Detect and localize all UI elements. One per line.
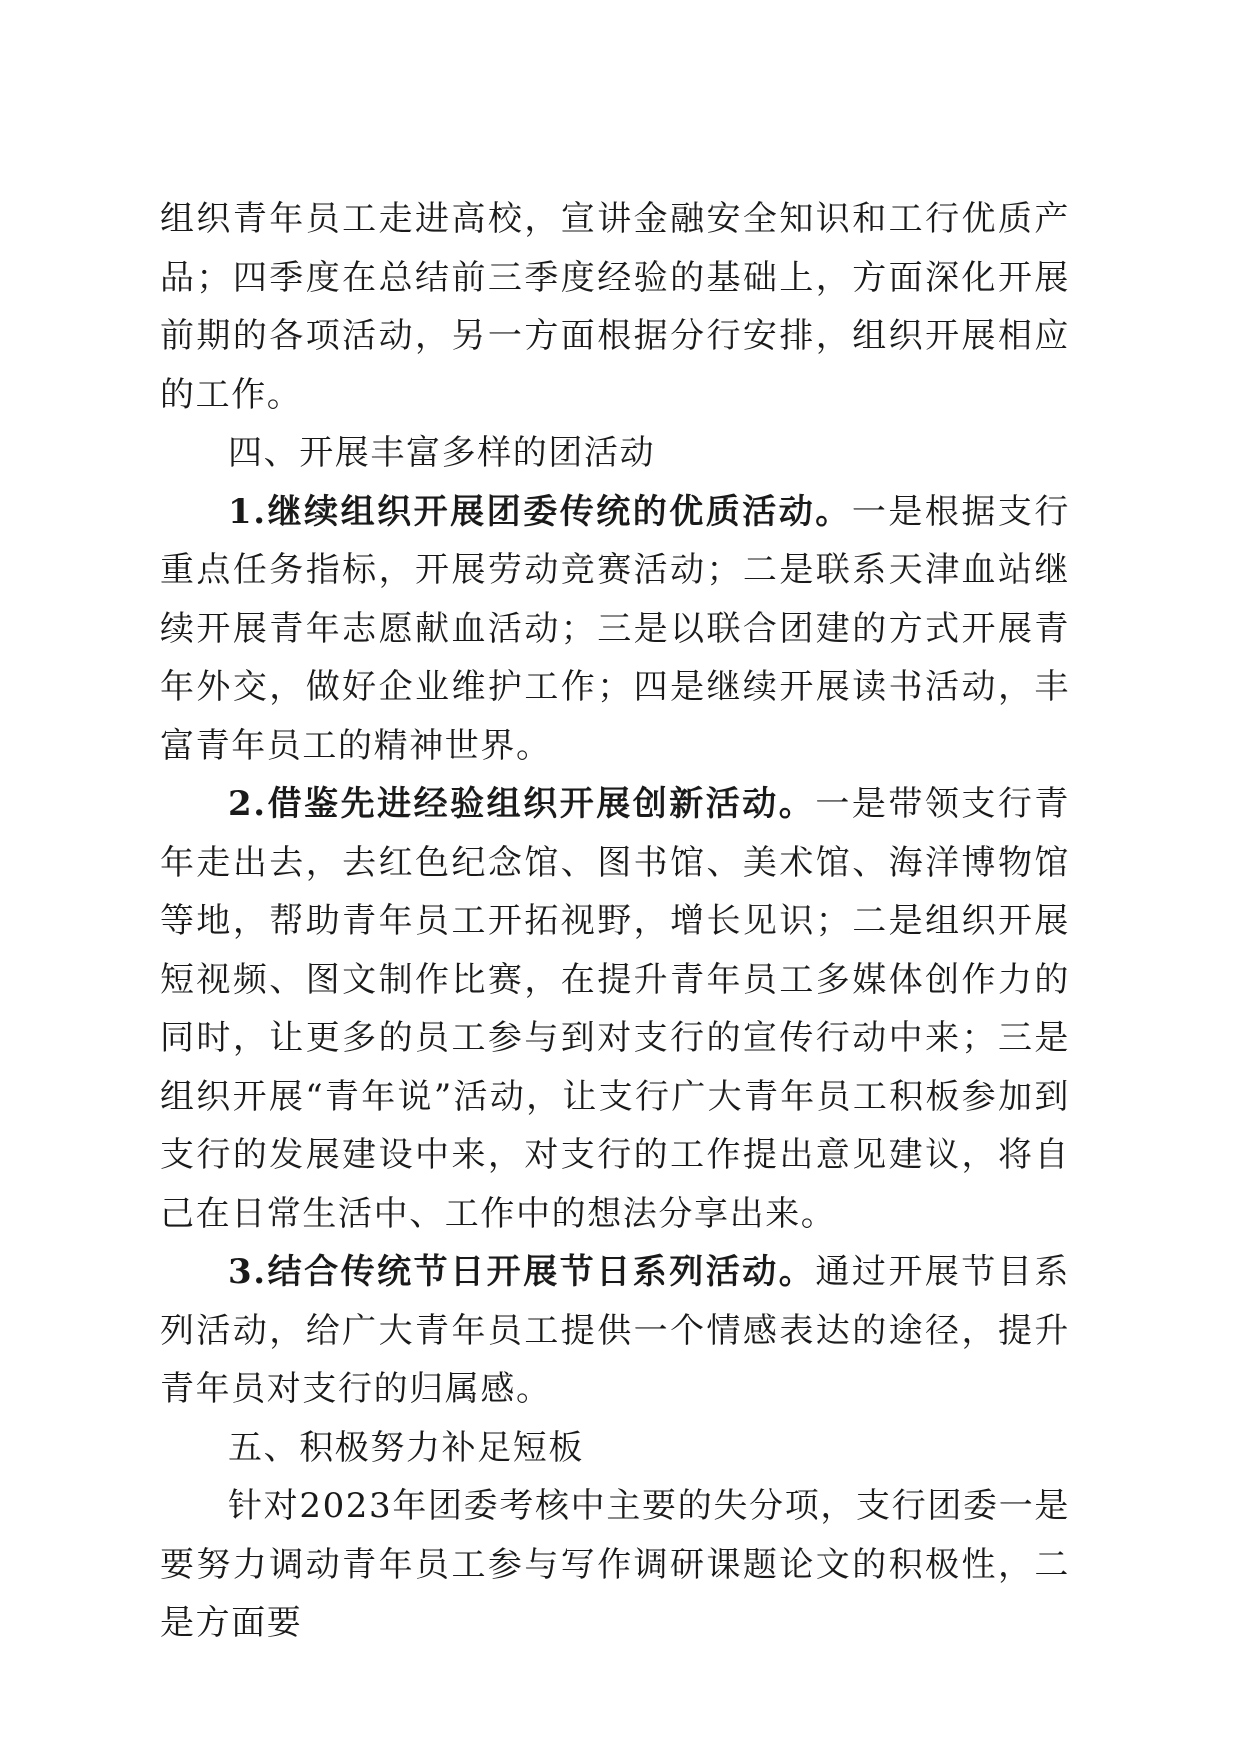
item-1-paragraph bbox=[160, 483, 1070, 776]
section-heading-4: 四、开展丰富多样的团活动 bbox=[228, 433, 656, 473]
item-1-lead: 1.继续组织开展团委传统的优质活动。 bbox=[228, 491, 852, 532]
item-3-paragraph bbox=[160, 1243, 1070, 1419]
item-3-lead: 3.结合传统节日开展节日系列活动。 bbox=[228, 1252, 816, 1292]
item-2-lead: 2.借鉴先进经验组织开展创新活动。 bbox=[228, 784, 816, 824]
item-1-body: 一是根据支行重点任务指标，开展劳动竞赛活动；二是联系天津血站继续开展青年志愿献血活动；三是以联合团建的方式开展青年外交，做好企业维护工作；四是继续开展读书活动，丰富青年员工的精神世界。 bbox=[160, 491, 1070, 766]
paragraph-last: 针对2023年团委考核中主要的失分项，支行团委一是要努力调动青年员工参与写作调研课题论文的积极性，二是方面要 bbox=[160, 1486, 1070, 1643]
item-2-body: 一是带领支行青年走出去，去红色纪念馆、图书馆、美术馆、海洋博物馆等地，帮助青年员工开拓视野，增长见识；二是组织开展短视频、图文制作比赛，在提升青年员工多媒体创作力的同时，让更多的员工参与到对支行的宣传行动中来；三是组织开展“青年说”活动，让支行广大青年员工积板参加到支行的发展建设中来，对支行的工作提出意见建议，将自己在日常生活中、工作中的想法分享出来。 bbox=[160, 784, 1070, 1234]
paragraph-continued: 组织青年员工走进高校，宣讲金融安全知识和工行优质产品；四季度在总结前三季度经验的基础上，方面深化开展前期的各项活动，另一方面根据分行安排，组织开展相应的工作。 bbox=[160, 199, 1070, 415]
item-3-body: 通过开展节目系列活动，给广大青年员工提供一个情感表达的途径，提升青年员对支行的归属感。 bbox=[160, 1252, 1070, 1409]
item-2-paragraph bbox=[160, 775, 1070, 1243]
section-heading-5: 五、积极努力补足短板 bbox=[228, 1427, 584, 1468]
document-page bbox=[160, 190, 1070, 1653]
